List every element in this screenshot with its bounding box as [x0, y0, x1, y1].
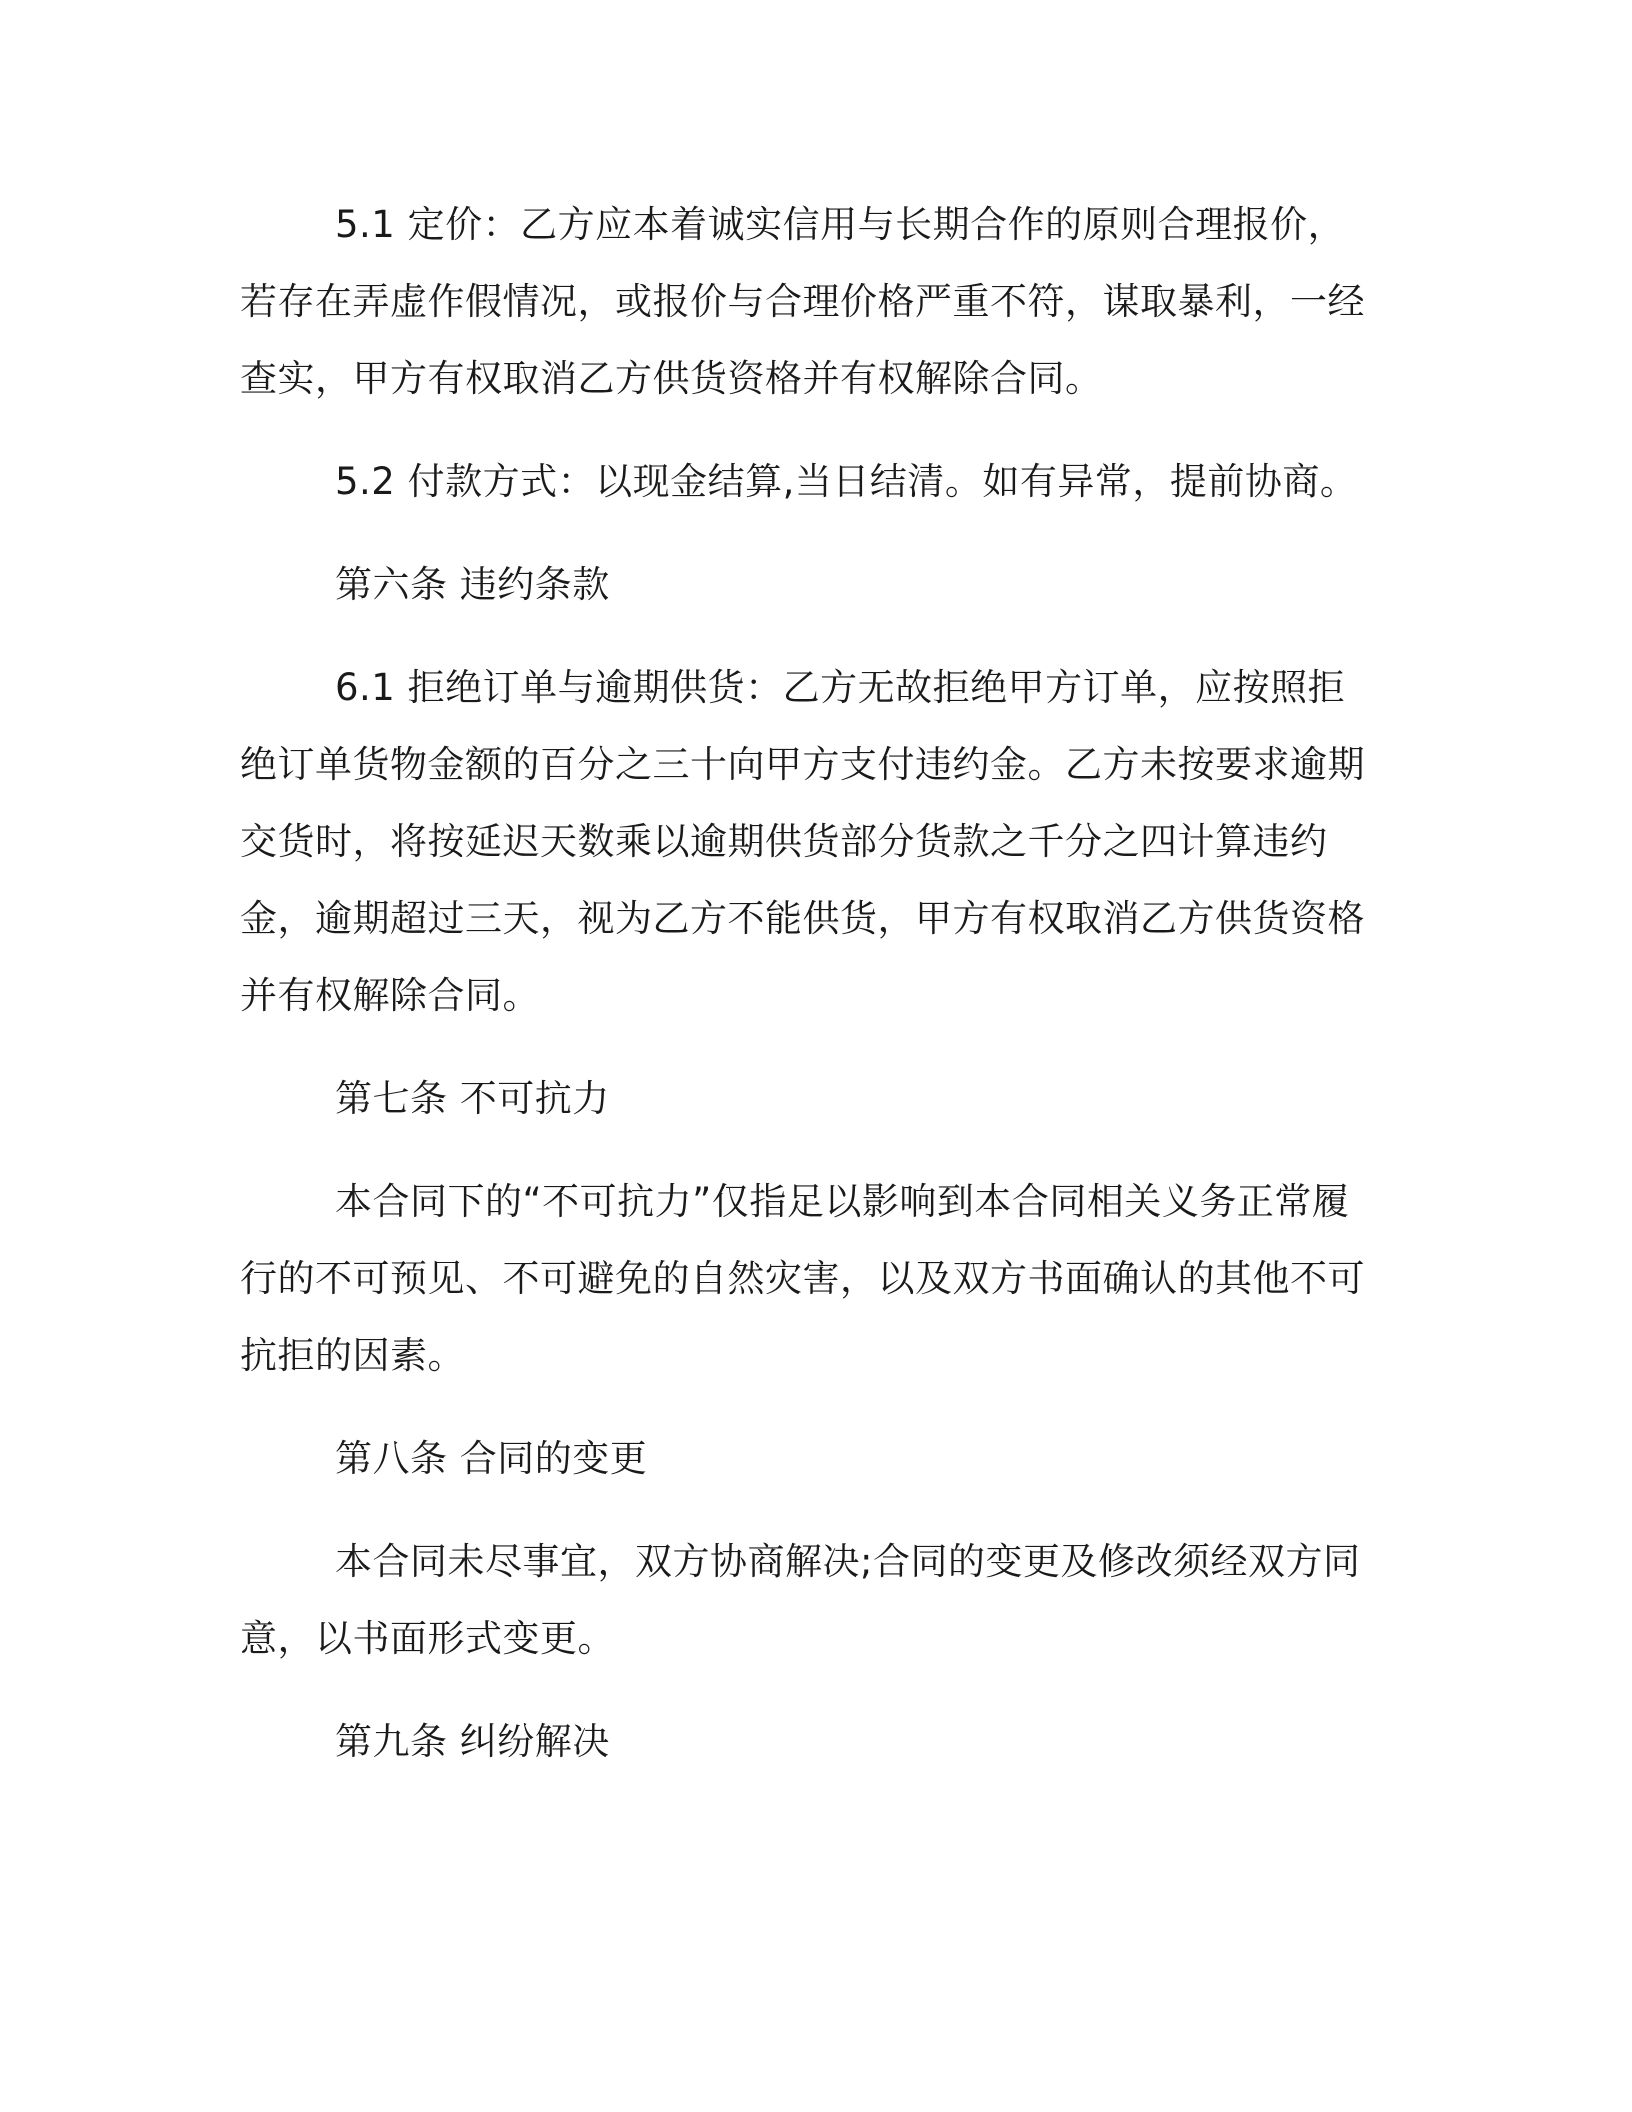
- clause-5-1-pricing: 5.1 定价：乙方应本着诚实信用与长期合作的原则合理报价，若存在弄虚作假情况，或报价与合理价格严重不符，谋取暴利，一经查实，甲方有权取消乙方供货资格并有权解除合同。: [240, 203, 1365, 400]
- clause-6-1-breach: 6.1 拒绝订单与逾期供货：乙方无故拒绝甲方订单，应按照拒绝订单货物金额的百分之三十向甲方支付违约金。乙方未按要求逾期交货时，将按延迟天数乘以逾期供货部分货款之千分之四计算违约金，逾期超过三天，视为乙方不能供货，甲方有权取消乙方供货资格并有权解除合同。: [240, 666, 1365, 1017]
- article-6-heading: 第六条 违约条款: [335, 563, 610, 606]
- article-8-body: 本合同未尽事宜，双方协商解决;合同的变更及修改须经双方同意，以书面形式变更。: [240, 1540, 1361, 1660]
- article-7-body: 本合同下的“不可抗力”仅指足以影响到本合同相关义务正常履行的不可预见、不可避免的自然灾害，以及双方书面确认的其他不可抗拒的因素。: [240, 1180, 1365, 1377]
- article-9-heading: 第九条 纠纷解决: [335, 1720, 610, 1763]
- article-8-heading: 第八条 合同的变更: [335, 1437, 648, 1480]
- clause-5-2-payment: 5.2 付款方式：以现金结算,当日结清。如有异常，提前协商。: [335, 460, 1358, 503]
- article-7-heading: 第七条 不可抗力: [335, 1077, 610, 1120]
- document-page: [240, 186, 1380, 1806]
